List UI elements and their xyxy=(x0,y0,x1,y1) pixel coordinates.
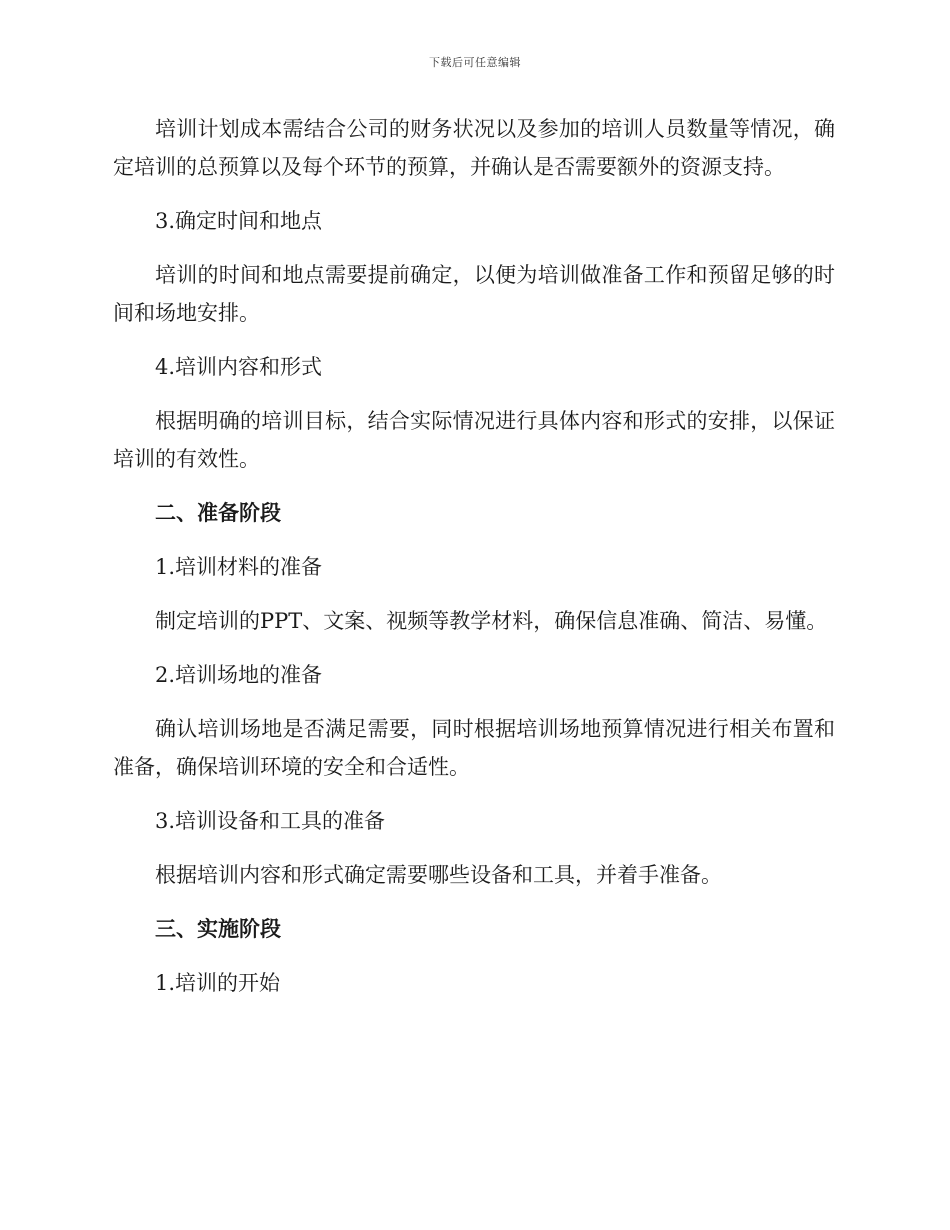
subheading-materials: 1.培训材料的准备 xyxy=(155,555,323,579)
paragraph-equipment: 根据培训内容和形式确定需要哪些设备和工具，并着手准备。 xyxy=(155,863,722,887)
paragraph-content-form: 根据明确的培训目标，结合实际情况进行具体内容和形式的安排，以保证培训的有效性。 xyxy=(113,409,835,471)
document-body xyxy=(113,110,835,1018)
subheading-venue: 2.培训场地的准备 xyxy=(155,663,323,687)
paragraph-time-place: 培训的时间和地点需要提前确定，以便为培训做准备工作和预留足够的时间和场地安排。 xyxy=(113,263,835,325)
subheading-time-place: 3.确定时间和地点 xyxy=(155,209,323,233)
subheading-start: 1.培训的开始 xyxy=(155,971,281,995)
paragraph-materials: 制定培训的PPT、文案、视频等教学材料，确保信息准确、简洁、易懂。 xyxy=(155,609,828,633)
section-heading-implementation: 三、实施阶段 xyxy=(155,916,281,941)
subheading-equipment: 3.培训设备和工具的准备 xyxy=(155,809,386,833)
section-heading-preparation: 二、准备阶段 xyxy=(155,500,281,525)
subheading-content-form: 4.培训内容和形式 xyxy=(155,355,323,379)
paragraph-budget: 培训计划成本需结合公司的财务状况以及参加的培训人员数量等情况，确定培训的总预算以及每个环节的预算，并确认是否需要额外的资源支持。 xyxy=(113,117,835,179)
paragraph-venue: 确认培训场地是否满足需要，同时根据培训场地预算情况进行相关布置和准备，确保培训环境的安全和合适性。 xyxy=(113,717,835,779)
page-header: 下载后可任意编辑 xyxy=(429,56,521,69)
